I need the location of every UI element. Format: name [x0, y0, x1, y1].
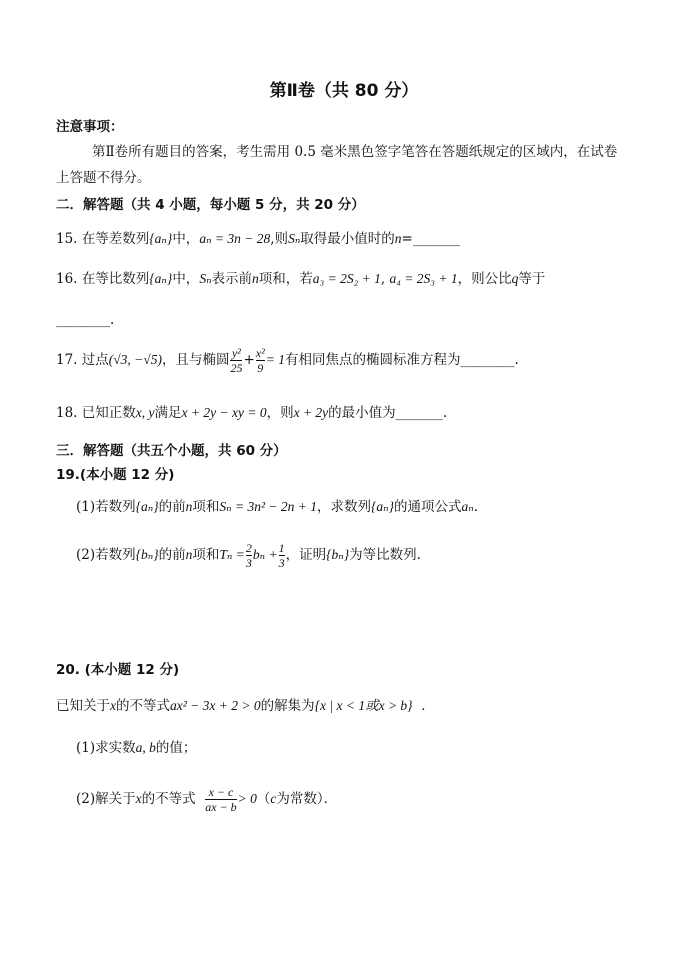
q18-text: 的最小值为	[328, 405, 396, 421]
section-2-heading: 二．解答题（共 4 小题，每小题 5 分，共 20 分）	[56, 197, 365, 213]
fraction-denominator: 3	[245, 556, 252, 570]
q20-text: 的解集为	[260, 698, 315, 714]
q16-condition-2: a₄ = 2S₃ + 1	[389, 271, 458, 286]
q19-n: n	[185, 499, 193, 514]
q16-q: q	[511, 271, 519, 286]
q20-solution-set: {x | x < 1或x > b}	[314, 698, 413, 713]
notice-heading: 注意事项：	[56, 119, 124, 135]
q16-text: 项和，若	[258, 271, 313, 287]
q16-sn: Sₙ	[199, 271, 212, 286]
q17-fraction-2	[256, 346, 265, 375]
q20-text: 的值；	[155, 740, 197, 756]
fraction-numerator: x²	[255, 346, 265, 360]
q15-sn: Sₙ	[288, 231, 301, 246]
question-number: 15.	[56, 231, 78, 247]
fraction-denominator: ax − b	[205, 800, 237, 814]
q19-seq: {bₙ}	[135, 547, 159, 562]
q20-stem	[56, 697, 435, 715]
q17-fraction-1	[230, 346, 242, 375]
q19-fraction-1	[246, 541, 252, 570]
page-title: 第Ⅱ卷（共 80 分）	[269, 81, 419, 101]
q18-vars: x, y	[135, 405, 155, 420]
q16-text: 中，	[172, 271, 200, 287]
fraction-denominator: 25	[230, 361, 243, 375]
q15-text: 在等差数列	[81, 231, 150, 247]
q20-gt: > 0	[237, 791, 257, 806]
fraction-numerator: x − c	[208, 785, 234, 799]
q15-formula: aₙ = 3n − 28	[199, 231, 271, 246]
q17-text: 过点	[81, 352, 109, 368]
q19-text: 项和	[192, 547, 220, 563]
q20-c: c	[270, 791, 277, 806]
q20-text: 的不等式	[141, 791, 196, 807]
question-18	[56, 404, 447, 422]
q17-text: ，且与椭圆	[161, 352, 230, 368]
q20-fraction	[205, 785, 236, 814]
q15-seq: {aₙ}	[149, 231, 173, 246]
q15-text: 中，	[172, 231, 200, 247]
q16-text: 在等比数列	[81, 271, 150, 287]
q20-text: (2)解关于	[76, 791, 136, 807]
question-17	[56, 346, 519, 375]
q18-text: 已知正数	[81, 405, 136, 421]
q19-seq: {aₙ}	[135, 499, 159, 514]
q19-an: aₙ	[461, 499, 474, 514]
q19-n: n	[185, 547, 193, 562]
q16-text: 表示前	[211, 271, 253, 287]
fraction-numerator: 2	[245, 541, 252, 555]
fraction-denominator: 3	[278, 556, 285, 570]
q17-equals: = 1	[265, 352, 285, 367]
question-15	[56, 230, 460, 248]
q16-text: 等于	[518, 271, 546, 287]
q19-text: (1)若数列	[76, 499, 136, 515]
q20-part-1	[76, 739, 196, 757]
q20-part-2	[76, 784, 337, 814]
q20-x: x	[110, 698, 116, 713]
q19-text: 为等比数列.	[349, 547, 421, 563]
q17-text: 有相同焦点的椭圆标准方程为	[284, 352, 461, 368]
question-number: 17.	[56, 352, 78, 368]
answer-blank: _______	[412, 231, 461, 247]
q18-expression: x + 2y	[293, 405, 329, 420]
q15-text: =	[401, 231, 413, 247]
q19-text: ，证明	[285, 547, 327, 563]
section-3-heading: 三．解答题（共五个小题，共 60 分）	[56, 443, 287, 459]
question-19-heading: 19.(本小题 12 分)	[56, 467, 175, 483]
q16-n: n	[252, 271, 259, 286]
q18-text: 满足	[154, 405, 182, 421]
q16-text: ,	[380, 271, 386, 287]
question-number: 18.	[56, 405, 78, 421]
q19-seq: {bₙ}	[326, 547, 350, 562]
q20-text: 为常数）．	[276, 791, 338, 807]
q19-bn: bₙ +	[252, 547, 278, 562]
q19-formula: Sₙ = 3n² − 2n + 1	[219, 499, 318, 514]
q16-answer-blank: ________.	[56, 312, 115, 328]
q19-text: ，求数列	[317, 499, 372, 515]
q19-tn: Tₙ =	[219, 547, 245, 562]
answer-blank: _______.	[395, 405, 448, 421]
q20-text: （	[256, 791, 271, 807]
q15-n: n	[394, 231, 402, 246]
q17-point: (√3, −√5)	[108, 352, 162, 367]
question-number: 16.	[56, 271, 78, 287]
q16-text: ，则公比	[457, 271, 512, 287]
q16-seq: {aₙ}	[149, 271, 173, 286]
q16-condition-1: a₃ = 2S₂ + 1	[312, 271, 381, 286]
fraction-numerator: y²	[231, 346, 241, 360]
q15-text: 取得最小值时的	[300, 231, 395, 247]
notice-line-2: 上答题不得分。	[56, 170, 151, 186]
q18-condition: x + 2y − xy = 0	[181, 405, 267, 420]
q18-text: ，则	[266, 405, 294, 421]
question-20-heading: 20. (本小题 12 分)	[56, 662, 180, 678]
fraction-numerator: 1	[278, 541, 285, 555]
q19-seq: {aₙ}	[371, 499, 395, 514]
plus-sign: +	[243, 352, 255, 368]
notice-line-1: 第Ⅱ卷所有题目的答案，考生需用 0.5 毫米黑色签字笔答在答题纸规定的区域内，在试卷	[92, 144, 618, 160]
q20-text: (1)求实数	[76, 740, 136, 756]
fraction-denominator: 9	[257, 361, 264, 375]
q20-inequality: ax² − 3x + 2 > 0	[170, 698, 261, 713]
q19-text: 的通项公式	[394, 499, 462, 515]
q19-text: (2)若数列	[76, 547, 136, 563]
q19-text: 的前	[158, 499, 186, 515]
q19-fraction-2	[279, 541, 285, 570]
q20-vars: a, b	[135, 740, 156, 755]
q20-text: 的不等式	[116, 698, 170, 714]
q19-part-2	[76, 541, 421, 570]
question-16	[56, 270, 545, 288]
answer-blank: ________.	[460, 352, 519, 368]
q20-text: 已知关于	[56, 698, 110, 714]
q20-text: ．	[421, 698, 435, 714]
q19-text: .	[473, 499, 479, 515]
q19-text: 项和	[192, 499, 220, 515]
q19-text: 的前	[158, 547, 186, 563]
q20-x: x	[135, 791, 142, 806]
q15-text: ,则	[270, 231, 289, 247]
q19-part-1	[76, 498, 478, 516]
